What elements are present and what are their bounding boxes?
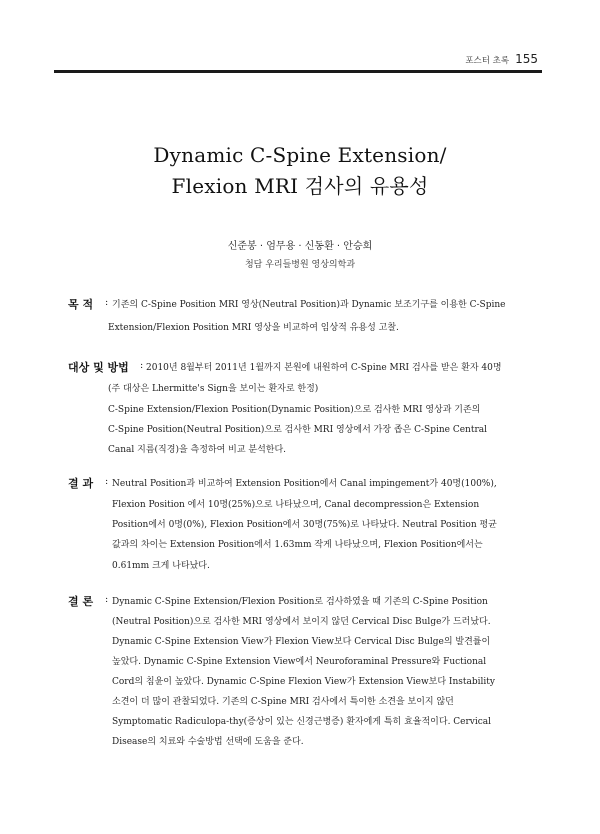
label-colon: : [105, 297, 109, 308]
author-list: 신준봉 · 엄무용 · 신동환 · 안승희 [227, 241, 373, 252]
paper-title [60, 140, 540, 202]
section-label: 목 적 [68, 298, 94, 311]
section-line: Dynamic C-Spine Extension View가 Flexion View보다 Cervical Disc Bulge의 발견률이 [112, 637, 491, 647]
section-line: Flexion Position 에서 10명(25%)으로 나타났으며, Canal decompression은 Extension [112, 500, 480, 510]
section-line: Extension/Flexion Position MRI 영상을 비교하여 임상적 유용성 고찰. [108, 323, 399, 333]
section-label: 결 론 [68, 595, 94, 608]
section-line: Dynamic C-Spine Extension/Flexion Position로 검사하였을 때 기존의 C-Spine Position [112, 597, 488, 607]
header-rule [54, 70, 542, 73]
section-line: Disease의 치료와 수술방법 선택에 도움을 준다. [112, 737, 304, 747]
section-line: C-Spine Extension/Flexion Position(Dynamic Position)으로 검사한 MRI 영상과 기존의 [108, 405, 481, 415]
section-label: 결 과 [68, 477, 94, 490]
section-line: Canal 지름(직경)을 측정하여 비교 분석한다. [108, 445, 287, 455]
section-line: 값과의 차이는 Extension Position에서 1.63mm 작게 나타났으며, Flexion Position에서는 [112, 540, 483, 550]
title-line-2: Flexion MRI 검사의 유용성 [171, 174, 429, 198]
affiliation: 청담 우리들병원 영상의학과 [244, 260, 356, 270]
section-line: (주 대상은 Lhermitte's Sign을 보이는 환자로 한정) [108, 384, 319, 394]
section-line: 기존의 C-Spine Position MRI 영상(Neutral Position)과 Dynamic 보조기구를 이용한 C-Spine [112, 300, 506, 310]
running-header [465, 52, 538, 66]
section-line: Symptomatic Radiculopa-thy(증상이 있는 신경근병증) 환자에게 특히 효율적이다. Cervical [112, 717, 492, 727]
label-colon: : [105, 594, 109, 605]
section-line: Cord의 침윤이 높았다. Dynamic C-Spine Flexion View가 Extension View보다 Instability [112, 677, 495, 687]
section-line: Position에서 0명(0%), Flexion Position에서 30명(75%)로 나타났다. Neutral Position 평균 [112, 520, 497, 530]
section-label: 대상 및 방법 [68, 361, 129, 374]
section-line: 0.61mm 크게 나타났다. [112, 561, 210, 571]
section-line: 소견이 더 많이 관찰되었다. 기존의 C-Spine MRI 검사에서 특이한 소견을 보이지 않던 [112, 697, 454, 707]
header-section-name: 포스터 초록 [465, 56, 510, 66]
section-line: C-Spine Position(Neutral Position)으로 검사한 MRI 영상에서 가장 좁은 C-Spine Central [108, 425, 488, 435]
section-line: 높았다. Dynamic C-Spine Extension View에서 Neuroforaminal Pressure와 Fuctional [112, 657, 487, 667]
label-colon: : [105, 476, 109, 487]
page-number: 155 [515, 52, 538, 66]
section-line: (Neutral Position)으로 검사한 MRI 영상에서 보이지 않던 Cervical Disc Bulge가 드러났다. [112, 617, 491, 627]
section-line: Neutral Position과 비교하여 Extension Position에서 Canal impingement가 40명(100%), [112, 479, 497, 489]
label-colon: : [140, 360, 144, 371]
title-line-1: Dynamic C-Spine Extension/ [153, 143, 447, 167]
section-line: 2010년 8월부터 2011년 1월까지 본원에 내원하여 C-Spine MRI 검사를 받은 환자 40명 [146, 363, 502, 373]
